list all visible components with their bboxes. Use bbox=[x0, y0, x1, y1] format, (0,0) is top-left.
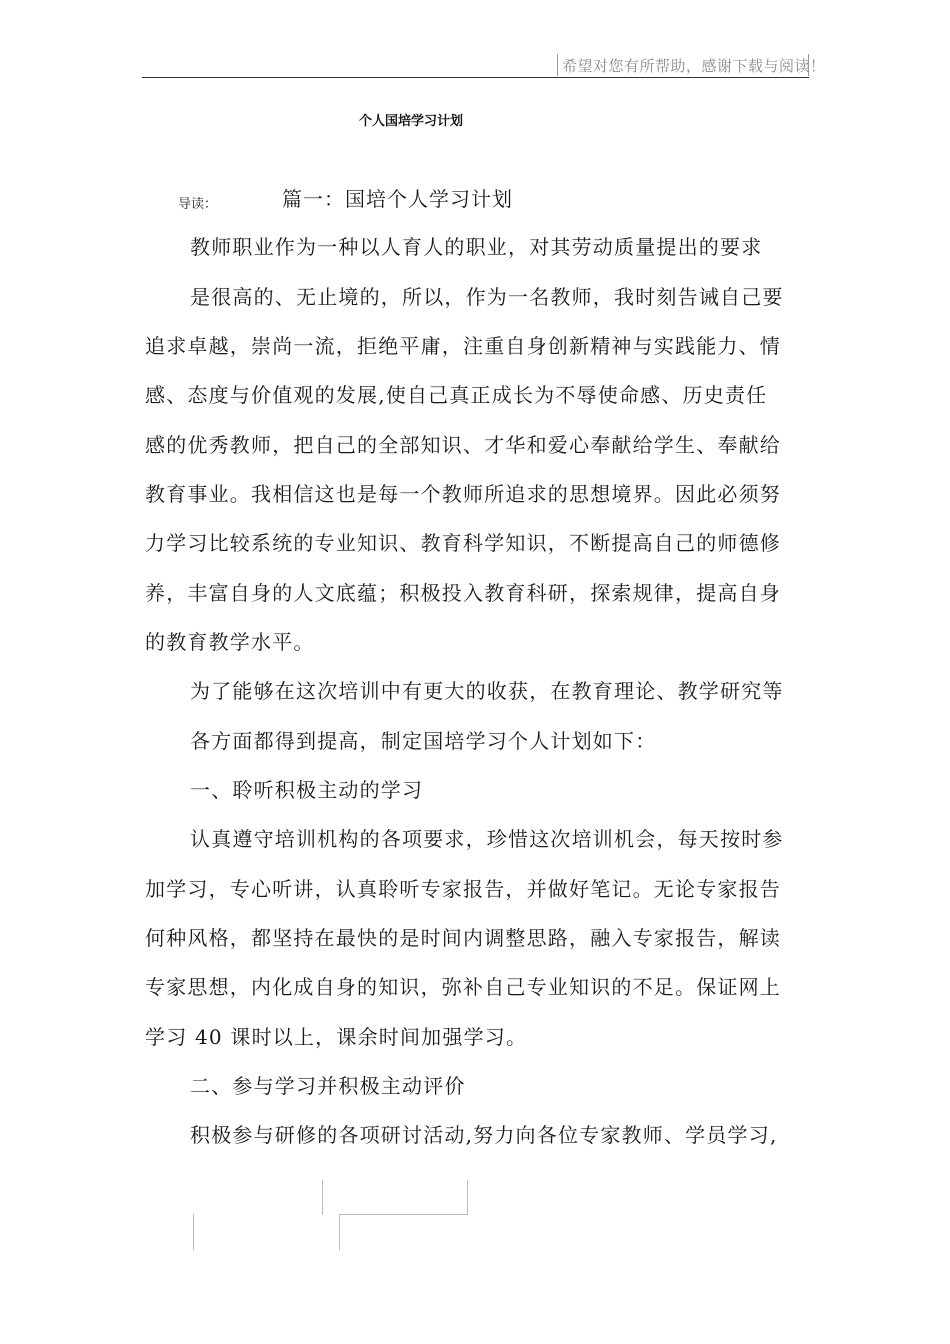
body-line: 感的优秀教师，把自己的全部知识、才华和爱心奉献给学生、奉献给 bbox=[145, 433, 781, 457]
frame-line bbox=[340, 1214, 468, 1215]
body-line: 各方面都得到提高，制定国培学习个人计划如下： bbox=[190, 729, 657, 753]
subsection-heading: 二、参与学习并积极主动评价 bbox=[190, 1074, 466, 1098]
body-line: 教师职业作为一种以人育人的职业，对其劳动质量提出的要求 bbox=[190, 235, 763, 259]
frame-line bbox=[339, 1214, 340, 1250]
body-line: 专家思想，内化成自身的知识，弥补自己专业知识的不足。保证网上 bbox=[145, 975, 781, 999]
guide-label: 导读： bbox=[178, 197, 218, 212]
body-line: 追求卓越，崇尚一流，拒绝平庸，注重自身创新精神与实践能力、情 bbox=[145, 334, 781, 358]
frame-line bbox=[193, 1214, 194, 1250]
body-line: 认真遵守培训机构的各项要求，珍惜这次培训机会，每天按时参 bbox=[190, 827, 784, 851]
body-line: 学习 40 课时以上，课余时间加强学习。 bbox=[145, 1025, 528, 1049]
body-line: 积极参与研修的各项研讨活动,努力向各位专家教师、学员学习, bbox=[190, 1123, 778, 1147]
header-rule bbox=[142, 77, 809, 78]
section-heading: 篇一：国培个人学习计划 bbox=[282, 187, 513, 211]
body-line: 力学习比较系统的专业知识、教育科学知识，不断提高自己的师德修 bbox=[145, 531, 781, 555]
document-title: 个人国培学习计划 bbox=[359, 114, 464, 129]
body-line: 何种风格，都坚持在最快的是时间内调整思路，融入专家报告，解读 bbox=[145, 926, 781, 950]
body-line: 的教育教学水平。 bbox=[145, 630, 315, 654]
body-line: 养，丰富自身的人文底蕴；积极投入教育科研，探索规律，提高自身 bbox=[145, 581, 781, 605]
frame-line bbox=[467, 1180, 468, 1215]
body-line: 教育事业。我相信这也是每一个教师所追求的思想境界。因此必须努 bbox=[145, 482, 781, 506]
header-slogan: 希望对您有所帮助，感谢下载与阅读！ bbox=[562, 57, 826, 75]
body-line: 感、态度与价值观的发展,使自己真正成长为不辱使命感、历史责任 bbox=[145, 383, 768, 407]
body-line: 为了能够在这次培训中有更大的收获，在教育理论、教学研究等 bbox=[190, 679, 784, 703]
body-line: 加学习，专心听讲，认真聆听专家报告，并做好笔记。无论专家报告 bbox=[145, 877, 781, 901]
frame-line bbox=[322, 1180, 323, 1215]
subsection-heading: 一、聆听积极主动的学习 bbox=[190, 778, 424, 802]
body-line: 是很高的、无止境的，所以，作为一名教师，我时刻告诫自己要 bbox=[190, 285, 784, 309]
